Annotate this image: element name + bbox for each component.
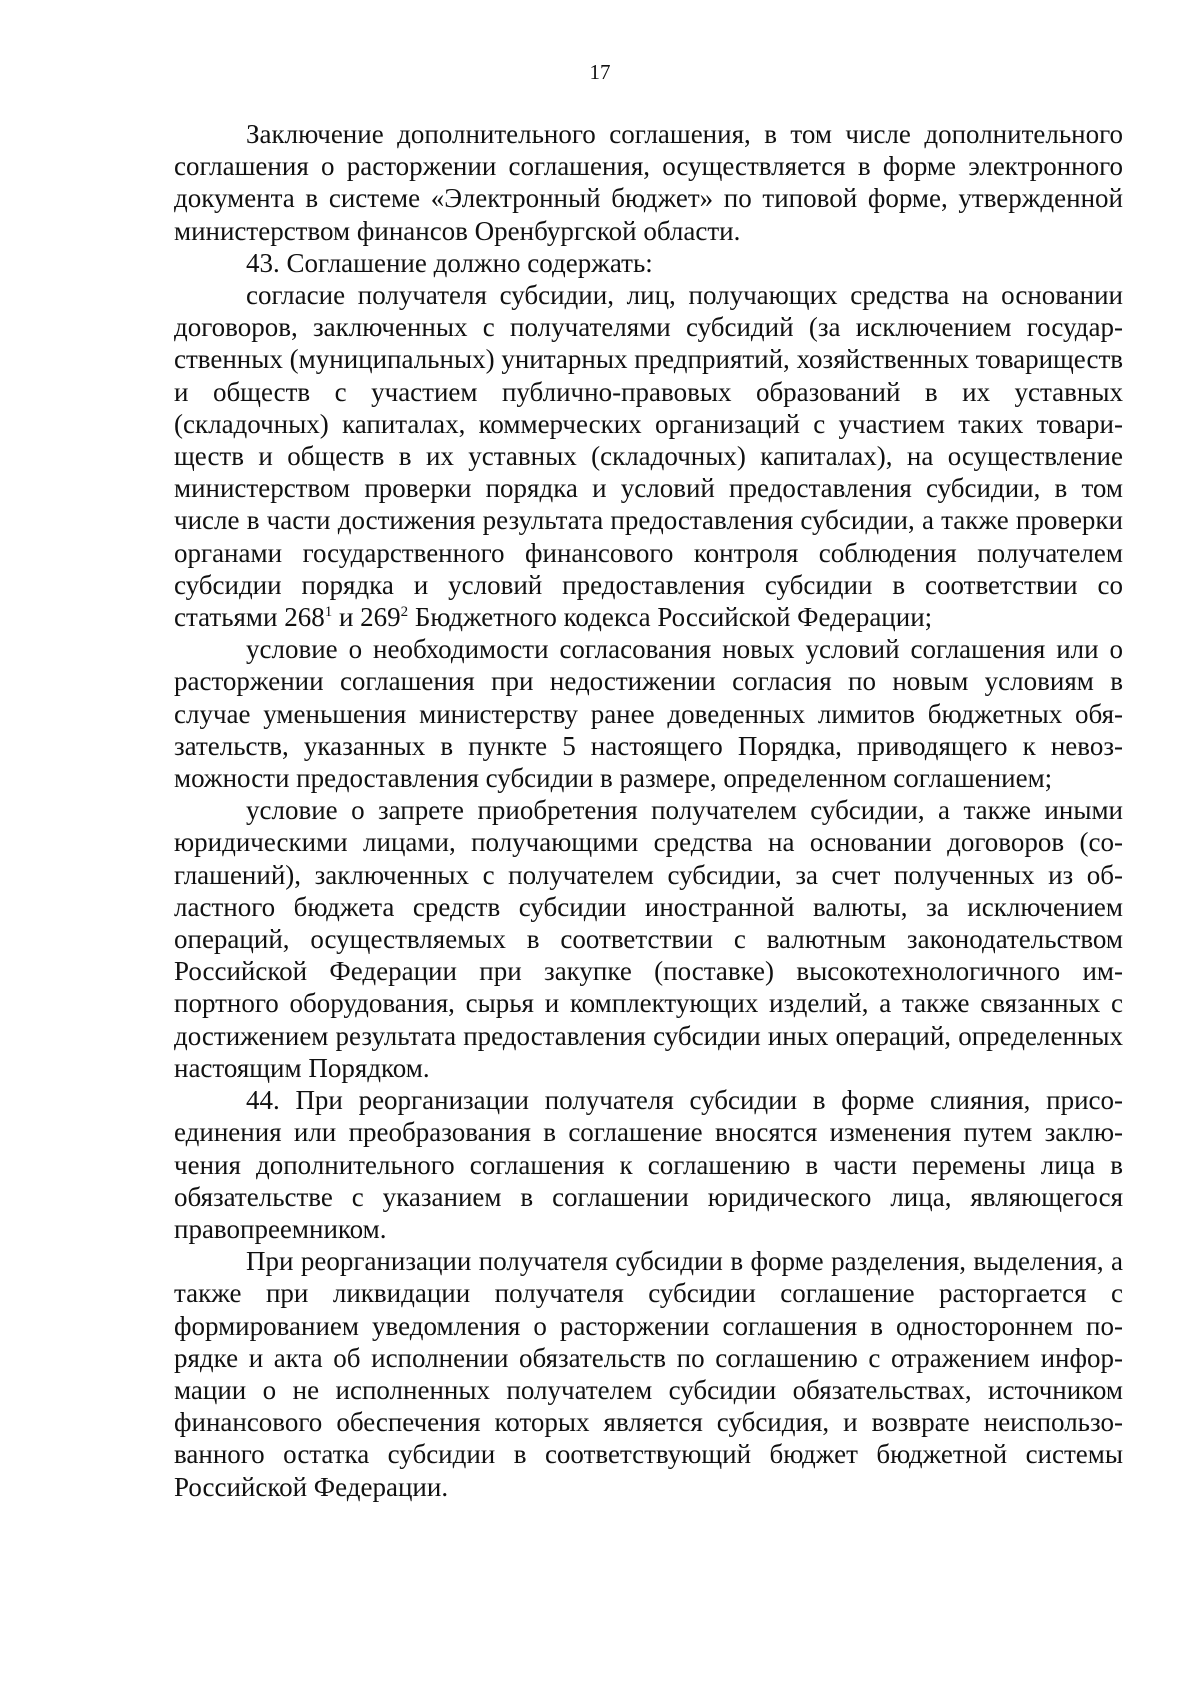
page-number: 17 [589, 60, 611, 84]
document-body [174, 118, 1123, 1503]
paragraph-consent-end: Бюджетного кодекса Российской Федерации; [408, 602, 933, 633]
paragraph-43-heading: 43. Соглашение должно содержать: [246, 247, 653, 278]
paragraph-consent-recipient [174, 279, 1123, 633]
paragraph-condition-new-terms: условие о необходимости согласования новых условий соглашения или о расторжении соглашения при недостижении согласия по новым условиям в случае уменьшения министерству ранее доведенных лимитов бюджетных обязательств, указанных в пункте 5 настоящего Порядка, приводящего к невозможности предоставления субсидии в размере, определенном соглашением; [174, 634, 1123, 794]
paragraph-consent-text: согласие получателя субсидии, лиц, получающих средства на основании договоров, заключенных с получателями субсидий (за исключением государственных (муниципальных) унитарных предприятий, хозяйственных товариществ и обществ с участием публично-правовых образований в их уставных (складочных) капиталах, коммерческих организаций с участием таких товариществ и обществ в их уставных (складочных) капиталах), на осуществление министерством проверки порядка и условий предоставления субсидии, в том числе в части достижения результата предоставления субсидии, а также проверки органами государственного финансового контроля соблюдения получателем субсидии порядка и условий предоставления субсидии в соответствии со статьями 268 [174, 280, 1123, 633]
paragraph-44-reorganization: 44. При реорганизации получателя субсидии в форме слияния, присоединения или преобразования в соглашение вносятся изменения путем заключения дополнительного соглашения к соглашению в части перемены лица в обязательстве с указанием в соглашении юридического лица, являющегося правопреемником. [174, 1085, 1123, 1244]
paragraph-reorganization-termination: При реорганизации получателя субсидии в форме разделения, выделения, а также при ликвидации получателя субсидии соглашение расторгается с формированием уведомления о расторжении соглашения в одностороннем порядке и акта об исполнении обязательств по соглашению с отражением информации о не исполненных получателем субсидии обязательствах, источником финансового обеспечения которых является субсидия, и возврате неиспользованного остатка субсидии в соответствующий бюджет бюджетной системы Российской Федерации. [174, 1246, 1123, 1502]
paragraph-condition-currency-ban: условие о запрете приобретения получателем субсидии, а также иными юридическими лицами, получающими средства на основании договоров (соглашений), заключенных с получателем субсидии, за счет полученных из областного бюджета средств субсидии иностранной валюты, за исключением операций, осуществляемых в соответствии с валютным законодательством Российской Федерации при закупке (поставке) высокотехнологичного импортного оборудования, сырья и комплектующих изделий, а также связанных с достижением результата предоставления субсидии иных операций, определенных настоящим Порядком. [174, 795, 1123, 1083]
superscript-2: 2 [400, 604, 409, 621]
paragraph-consent-middle: и 269 [332, 602, 401, 633]
superscript-1: 1 [324, 604, 333, 621]
paragraph-additional-agreement: Заключение дополнительного соглашения, в том числе дополнительного соглашения о расторжении соглашения, осуществляется в форме электронного документа в системе «Электронный бюджет» по типовой форме, утвержденной министерством финансов Оренбургской области. [174, 119, 1123, 246]
